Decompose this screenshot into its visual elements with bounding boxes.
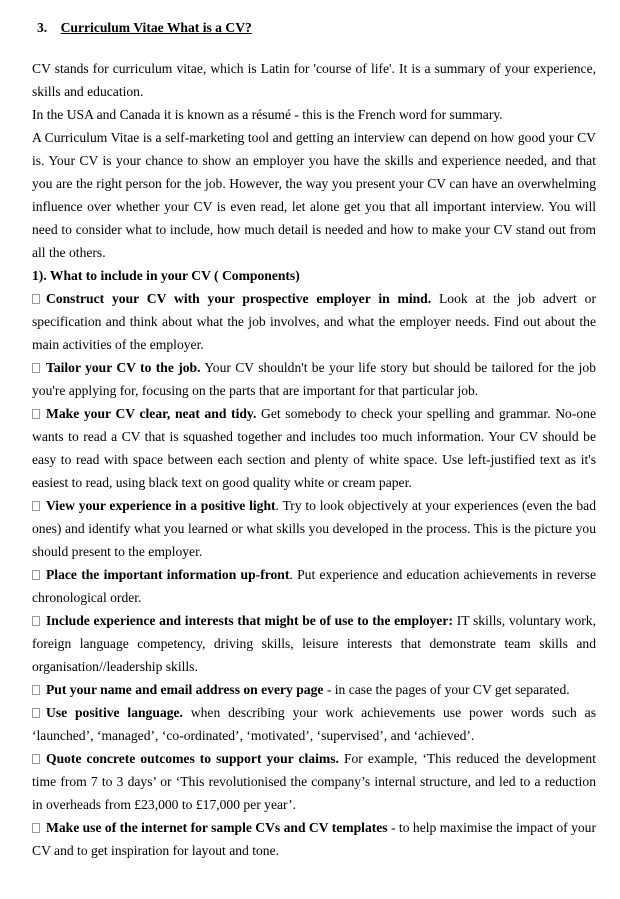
item-text: Get somebody to check your spelling and grammar. No-one wants to read a CV that is squashed together and includes too much information. Your CV should be easy to read with space between each section and plenty of white space. Use left-justified text as it's easiest to read, using black text on good quality white or cream paper. bbox=[32, 406, 596, 490]
bullet-box-icon bbox=[32, 409, 40, 419]
item-bold: Put your name and email address on every page bbox=[46, 682, 324, 697]
item-text: . Put experience and education achievements in reverse chronological order. bbox=[32, 567, 596, 605]
bullet-box-icon bbox=[32, 708, 40, 718]
heading-title: Curriculum Vitae What is a CV? bbox=[60, 20, 252, 35]
bullet-box-icon bbox=[32, 570, 40, 580]
item-text: . Try to look objectively at your experiences (even the bad ones) and identify what you learned or what skills you developed in the process. This is the picture you should present to the employer. bbox=[32, 498, 597, 559]
item-bold: View your experience in a positive light bbox=[46, 498, 276, 513]
item-text: IT skills, voluntary work, foreign language competency, driving skills, leisure interests that demonstrate team skills and organisation//leadership skills. bbox=[32, 613, 596, 674]
section-heading bbox=[32, 17, 596, 39]
list-item bbox=[32, 609, 596, 678]
list-item bbox=[32, 494, 596, 563]
item-bold: Place the important information up-front bbox=[46, 567, 290, 582]
item-text: when describing your work achievements use power words such as ‘launched’, ‘managed’, ‘co-ordinated’, ‘motivated’, ‘supervised’, and ‘achieved’. bbox=[32, 705, 596, 743]
list-item bbox=[32, 287, 596, 356]
bullet-box-icon bbox=[32, 501, 40, 511]
item-text: - to help maximise the impact of your CV and to get inspiration for layout and tone. bbox=[32, 820, 596, 858]
item-text: - in case the pages of your CV get separated. bbox=[323, 682, 570, 697]
list-item bbox=[32, 563, 596, 609]
item-bold: Quote concrete outcomes to support your claims. bbox=[46, 751, 339, 766]
item-text: Your CV shouldn't be your life story but should be tailored for the job you're applying for, focusing on the parts that are important for that particular job. bbox=[32, 360, 596, 398]
bullet-box-icon bbox=[32, 363, 40, 373]
bullet-box-icon bbox=[32, 823, 40, 833]
intro-paragraph-1: CV stands for curriculum vitae, which is Latin for 'course of life'. It is a summary of your experience, skills and education. bbox=[32, 61, 596, 99]
bullet-box-icon bbox=[32, 754, 40, 764]
item-bold: Use positive language. bbox=[46, 705, 183, 720]
subsection-title: 1). What to include in your CV ( Components) bbox=[32, 268, 300, 283]
item-text: Look at the job advert or specification and think about what the job involves, and what the employer needs. Find out about the main activities of the employer. bbox=[32, 291, 596, 352]
heading-number: 3. bbox=[37, 20, 48, 35]
item-bold: Make use of the internet for sample CVs and CV templates bbox=[46, 820, 388, 835]
list-item bbox=[32, 701, 596, 747]
list-item bbox=[32, 678, 596, 701]
item-text: For example, ‘This reduced the development time from 7 to 3 days’ or ‘This revolutionised the company’s internal structure, and led to a reduction in overheads from £23,000 to £17,000 per year’. bbox=[32, 751, 597, 812]
intro-paragraph-3: A Curriculum Vitae is a self-marketing tool and getting an interview can depend on how good your CV is. Your CV is your chance to show an employer you have the skills and experience needed, and that you are the right person for the job. However, the way you present your CV can have an overwhelming influence over whether your CV is even read, let alone get you that all important interview. You will need to consider what to include, how much detail is needed and how to make your CV stand out from all the others. bbox=[32, 130, 596, 260]
item-bold: Construct your CV with your prospective employer in mind. bbox=[46, 291, 432, 306]
bullet-box-icon bbox=[32, 685, 40, 695]
intro-paragraph-2: In the USA and Canada it is known as a résumé - this is the French word for summary. bbox=[32, 107, 503, 122]
list-item bbox=[32, 402, 596, 494]
item-bold: Include experience and interests that might be of use to the employer: bbox=[46, 613, 453, 628]
bullet-box-icon bbox=[32, 616, 40, 626]
bullet-box-icon bbox=[32, 294, 40, 304]
item-bold: Tailor your CV to the job. bbox=[46, 360, 201, 375]
list-item bbox=[32, 816, 596, 862]
list-item bbox=[32, 356, 596, 402]
list-item bbox=[32, 747, 596, 816]
item-bold: Make your CV clear, neat and tidy. bbox=[46, 406, 257, 421]
